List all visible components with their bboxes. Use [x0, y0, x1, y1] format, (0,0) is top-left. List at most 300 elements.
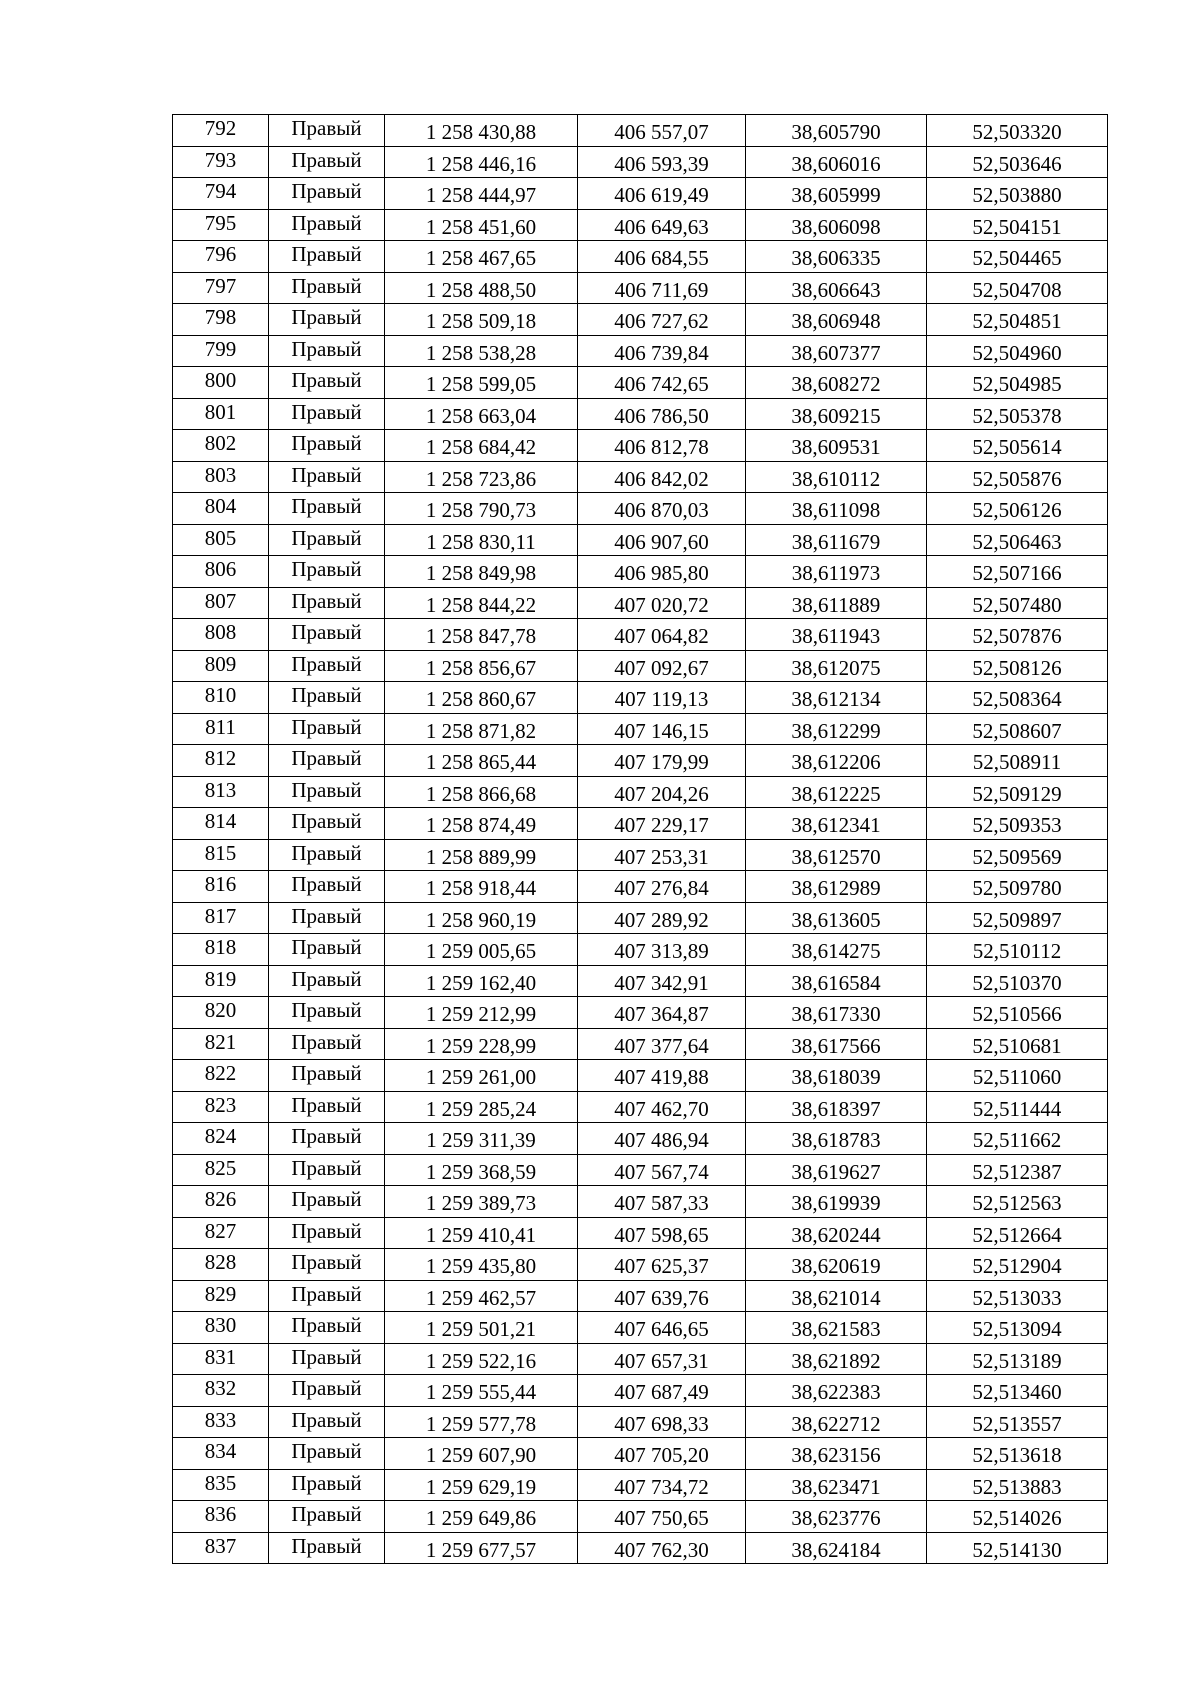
- point-number-cell: [173, 745, 269, 777]
- cell-text: 38,612299: [791, 718, 881, 743]
- longitude-cell: [746, 1280, 927, 1312]
- cell-text: 38,606098: [791, 214, 881, 239]
- bank-side-cell: [269, 997, 385, 1029]
- y-coordinate-cell: [578, 1438, 746, 1470]
- cell-text: 407 064,82: [614, 624, 709, 649]
- x-coordinate-cell: [385, 367, 578, 399]
- cell-text: 406 985,80: [614, 561, 709, 586]
- y-coordinate-cell: [578, 146, 746, 178]
- cell-text: 38,610112: [791, 466, 881, 491]
- y-coordinate-cell: [578, 178, 746, 210]
- cell-text: Правый: [291, 1124, 362, 1149]
- cell-text: 52,513618: [972, 1443, 1062, 1468]
- cell-text: 407 639,76: [614, 1285, 709, 1310]
- x-coordinate-cell: [385, 1123, 578, 1155]
- x-coordinate-cell: [385, 398, 578, 430]
- cell-text: 1 259 261,00: [425, 1065, 537, 1090]
- cell-text: 406 557,07: [614, 120, 709, 145]
- table-row: [173, 1217, 1108, 1249]
- bank-side-cell: [269, 1312, 385, 1344]
- x-coordinate-cell: [385, 1438, 578, 1470]
- cell-text: 817: [204, 903, 237, 928]
- cell-text: 52,513460: [972, 1380, 1062, 1405]
- bank-side-cell: [269, 1532, 385, 1564]
- cell-text: 407 313,89: [614, 939, 709, 964]
- table-row: [173, 902, 1108, 934]
- cell-text: 804: [204, 494, 237, 519]
- y-coordinate-cell: [578, 398, 746, 430]
- cell-text: 38,611943: [791, 624, 881, 649]
- table-row: [173, 1312, 1108, 1344]
- bank-side-cell: [269, 650, 385, 682]
- y-coordinate-cell: [578, 1091, 746, 1123]
- cell-text: 407 253,31: [614, 844, 709, 869]
- cell-text: 407 342,91: [614, 970, 709, 995]
- cell-text: 407 705,20: [614, 1443, 709, 1468]
- cell-text: 1 258 871,82: [425, 718, 537, 743]
- cell-text: 794: [204, 179, 237, 204]
- point-number-cell: [173, 178, 269, 210]
- cell-text: 38,616584: [791, 970, 881, 995]
- y-coordinate-cell: [578, 650, 746, 682]
- y-coordinate-cell: [578, 1217, 746, 1249]
- x-coordinate-cell: [385, 808, 578, 840]
- point-number-cell: [173, 808, 269, 840]
- cell-text: Правый: [291, 840, 362, 865]
- latitude-cell: [927, 1438, 1108, 1470]
- cell-text: Правый: [291, 935, 362, 960]
- longitude-cell: [746, 367, 927, 399]
- longitude-cell: [746, 587, 927, 619]
- cell-text: 1 258 856,67: [425, 655, 537, 680]
- y-coordinate-cell: [578, 902, 746, 934]
- x-coordinate-cell: [385, 524, 578, 556]
- table-row: [173, 1091, 1108, 1123]
- y-coordinate-cell: [578, 115, 746, 147]
- y-coordinate-cell: [578, 304, 746, 336]
- cell-text: 803: [204, 462, 237, 487]
- table-row: [173, 997, 1108, 1029]
- cell-text: 407 698,33: [614, 1411, 709, 1436]
- cell-text: 807: [204, 588, 237, 613]
- table-row: [173, 1123, 1108, 1155]
- longitude-cell: [746, 1501, 927, 1533]
- longitude-cell: [746, 272, 927, 304]
- cell-text: 38,609531: [791, 435, 881, 460]
- longitude-cell: [746, 1091, 927, 1123]
- point-number-cell: [173, 1406, 269, 1438]
- latitude-cell: [927, 965, 1108, 997]
- longitude-cell: [746, 556, 927, 588]
- y-coordinate-cell: [578, 1406, 746, 1438]
- cell-text: 407 567,74: [614, 1159, 709, 1184]
- latitude-cell: [927, 209, 1108, 241]
- cell-text: Правый: [291, 714, 362, 739]
- cell-text: Правый: [291, 147, 362, 172]
- cell-text: 52,503320: [972, 120, 1062, 145]
- point-number-cell: [173, 965, 269, 997]
- y-coordinate-cell: [578, 556, 746, 588]
- cell-text: 52,512387: [972, 1159, 1062, 1184]
- x-coordinate-cell: [385, 146, 578, 178]
- longitude-cell: [746, 115, 927, 147]
- cell-text: 52,511444: [972, 1096, 1062, 1121]
- cell-text: Правый: [291, 494, 362, 519]
- cell-text: 407 204,26: [614, 781, 709, 806]
- cell-text: 38,611098: [791, 498, 881, 523]
- cell-text: 1 259 462,57: [425, 1285, 537, 1310]
- point-number-cell: [173, 839, 269, 871]
- cell-text: Правый: [291, 620, 362, 645]
- y-coordinate-cell: [578, 1060, 746, 1092]
- x-coordinate-cell: [385, 902, 578, 934]
- bank-side-cell: [269, 1501, 385, 1533]
- cell-text: 1 259 577,78: [425, 1411, 537, 1436]
- cell-text: 52,504708: [972, 277, 1062, 302]
- cell-text: 52,512664: [972, 1222, 1062, 1247]
- x-coordinate-cell: [385, 493, 578, 525]
- point-number-cell: [173, 1217, 269, 1249]
- point-number-cell: [173, 461, 269, 493]
- longitude-cell: [746, 1469, 927, 1501]
- latitude-cell: [927, 304, 1108, 336]
- table-row: [173, 776, 1108, 808]
- cell-text: Правый: [291, 242, 362, 267]
- longitude-cell: [746, 713, 927, 745]
- point-number-cell: [173, 776, 269, 808]
- cell-text: 816: [204, 872, 237, 897]
- cell-text: 1 258 446,16: [425, 151, 537, 176]
- cell-text: Правый: [291, 305, 362, 330]
- cell-text: 38,619627: [791, 1159, 881, 1184]
- point-number-cell: [173, 1123, 269, 1155]
- cell-text: 52,513557: [972, 1411, 1062, 1436]
- cell-text: 815: [204, 840, 237, 865]
- x-coordinate-cell: [385, 115, 578, 147]
- longitude-cell: [746, 1532, 927, 1564]
- point-number-cell: [173, 241, 269, 273]
- cell-text: 38,622712: [791, 1411, 881, 1436]
- cell-text: 52,507876: [972, 624, 1062, 649]
- cell-text: 1 258 918,44: [425, 876, 537, 901]
- x-coordinate-cell: [385, 1249, 578, 1281]
- bank-side-cell: [269, 1249, 385, 1281]
- cell-text: 406 727,62: [614, 309, 709, 334]
- cell-text: 52,510112: [972, 939, 1062, 964]
- cell-text: 407 419,88: [614, 1065, 709, 1090]
- cell-text: 821: [204, 1029, 237, 1054]
- longitude-cell: [746, 1217, 927, 1249]
- cell-text: 52,509569: [972, 844, 1062, 869]
- latitude-cell: [927, 493, 1108, 525]
- cell-text: 1 258 599,05: [425, 372, 537, 397]
- table-row: [173, 587, 1108, 619]
- cell-text: Правый: [291, 210, 362, 235]
- cell-text: 1 258 847,78: [425, 624, 537, 649]
- point-number-cell: [173, 1501, 269, 1533]
- longitude-cell: [746, 398, 927, 430]
- cell-text: 52,505378: [972, 403, 1062, 428]
- point-number-cell: [173, 115, 269, 147]
- longitude-cell: [746, 965, 927, 997]
- y-coordinate-cell: [578, 713, 746, 745]
- bank-side-cell: [269, 682, 385, 714]
- latitude-cell: [927, 902, 1108, 934]
- cell-text: 793: [204, 147, 237, 172]
- cell-text: 38,605999: [791, 183, 881, 208]
- latitude-cell: [927, 1186, 1108, 1218]
- cell-text: 834: [204, 1439, 237, 1464]
- x-coordinate-cell: [385, 1501, 578, 1533]
- y-coordinate-cell: [578, 1501, 746, 1533]
- latitude-cell: [927, 745, 1108, 777]
- x-coordinate-cell: [385, 776, 578, 808]
- bank-side-cell: [269, 1154, 385, 1186]
- longitude-cell: [746, 524, 927, 556]
- longitude-cell: [746, 839, 927, 871]
- bank-side-cell: [269, 1123, 385, 1155]
- bank-side-cell: [269, 304, 385, 336]
- table-row: [173, 650, 1108, 682]
- cell-text: 805: [204, 525, 237, 550]
- cell-text: 52,504465: [972, 246, 1062, 271]
- bank-side-cell: [269, 367, 385, 399]
- cell-text: 792: [204, 116, 237, 141]
- cell-text: Правый: [291, 1470, 362, 1495]
- cell-text: 38,617330: [791, 1002, 881, 1027]
- cell-text: Правый: [291, 1376, 362, 1401]
- latitude-cell: [927, 934, 1108, 966]
- table-row: [173, 146, 1108, 178]
- y-coordinate-cell: [578, 871, 746, 903]
- cell-text: 407 179,99: [614, 750, 709, 775]
- cell-text: 407 587,33: [614, 1191, 709, 1216]
- cell-text: 1 258 866,68: [425, 781, 537, 806]
- cell-text: 812: [204, 746, 237, 771]
- table-row: [173, 1186, 1108, 1218]
- cell-text: Правый: [291, 525, 362, 550]
- cell-text: Правый: [291, 651, 362, 676]
- cell-text: 809: [204, 651, 237, 676]
- point-number-cell: [173, 650, 269, 682]
- latitude-cell: [927, 398, 1108, 430]
- cell-text: Правый: [291, 1187, 362, 1212]
- longitude-cell: [746, 493, 927, 525]
- table-row: [173, 1375, 1108, 1407]
- table-row: [173, 556, 1108, 588]
- cell-text: Правый: [291, 1344, 362, 1369]
- cell-text: 825: [204, 1155, 237, 1180]
- cell-text: 38,611973: [791, 561, 881, 586]
- point-number-cell: [173, 1469, 269, 1501]
- cell-text: 38,612225: [791, 781, 881, 806]
- bank-side-cell: [269, 619, 385, 651]
- latitude-cell: [927, 871, 1108, 903]
- longitude-cell: [746, 997, 927, 1029]
- x-coordinate-cell: [385, 335, 578, 367]
- coordinates-table-body: [173, 115, 1108, 1564]
- table-row: [173, 934, 1108, 966]
- cell-text: 52,510566: [972, 1002, 1062, 1027]
- cell-text: 38,623776: [791, 1506, 881, 1531]
- cell-text: Правый: [291, 809, 362, 834]
- cell-text: 1 259 389,73: [425, 1191, 537, 1216]
- cell-text: Правый: [291, 872, 362, 897]
- y-coordinate-cell: [578, 1375, 746, 1407]
- x-coordinate-cell: [385, 713, 578, 745]
- bank-side-cell: [269, 115, 385, 147]
- point-number-cell: [173, 587, 269, 619]
- cell-text: Правый: [291, 1155, 362, 1180]
- bank-side-cell: [269, 398, 385, 430]
- latitude-cell: [927, 556, 1108, 588]
- y-coordinate-cell: [578, 493, 746, 525]
- cell-text: 1 258 849,98: [425, 561, 537, 586]
- y-coordinate-cell: [578, 1343, 746, 1375]
- cell-text: Правый: [291, 1407, 362, 1432]
- cell-text: 820: [204, 998, 237, 1023]
- longitude-cell: [746, 1060, 927, 1092]
- cell-text: 407 462,70: [614, 1096, 709, 1121]
- cell-text: 52,508911: [972, 750, 1062, 775]
- x-coordinate-cell: [385, 1375, 578, 1407]
- latitude-cell: [927, 650, 1108, 682]
- cell-text: 1 258 684,42: [425, 435, 537, 460]
- y-coordinate-cell: [578, 997, 746, 1029]
- cell-text: 1 259 629,19: [425, 1474, 537, 1499]
- cell-text: 52,509129: [972, 781, 1062, 806]
- cell-text: 801: [204, 399, 237, 424]
- cell-text: 38,618397: [791, 1096, 881, 1121]
- cell-text: 1 258 538,28: [425, 340, 537, 365]
- x-coordinate-cell: [385, 1028, 578, 1060]
- cell-text: 52,508364: [972, 687, 1062, 712]
- cell-text: 1 259 228,99: [425, 1033, 537, 1058]
- table-row: [173, 178, 1108, 210]
- point-number-cell: [173, 902, 269, 934]
- cell-text: 52,504960: [972, 340, 1062, 365]
- y-coordinate-cell: [578, 272, 746, 304]
- y-coordinate-cell: [578, 587, 746, 619]
- point-number-cell: [173, 146, 269, 178]
- latitude-cell: [927, 115, 1108, 147]
- point-number-cell: [173, 272, 269, 304]
- bank-side-cell: [269, 209, 385, 241]
- cell-text: 1 258 723,86: [425, 466, 537, 491]
- cell-text: 407 276,84: [614, 876, 709, 901]
- latitude-cell: [927, 1343, 1108, 1375]
- longitude-cell: [746, 209, 927, 241]
- point-number-cell: [173, 1154, 269, 1186]
- table-row: [173, 241, 1108, 273]
- y-coordinate-cell: [578, 619, 746, 651]
- x-coordinate-cell: [385, 1280, 578, 1312]
- cell-text: 407 119,13: [614, 687, 709, 712]
- table-row: [173, 1249, 1108, 1281]
- bank-side-cell: [269, 1217, 385, 1249]
- y-coordinate-cell: [578, 1249, 746, 1281]
- latitude-cell: [927, 1091, 1108, 1123]
- x-coordinate-cell: [385, 587, 578, 619]
- y-coordinate-cell: [578, 367, 746, 399]
- longitude-cell: [746, 745, 927, 777]
- cell-text: 806: [204, 557, 237, 582]
- x-coordinate-cell: [385, 871, 578, 903]
- bank-side-cell: [269, 241, 385, 273]
- longitude-cell: [746, 1343, 927, 1375]
- cell-text: 406 812,78: [614, 435, 709, 460]
- table-row: [173, 682, 1108, 714]
- latitude-cell: [927, 1375, 1108, 1407]
- x-coordinate-cell: [385, 461, 578, 493]
- cell-text: 1 258 889,99: [425, 844, 537, 869]
- cell-text: 1 258 960,19: [425, 907, 537, 932]
- cell-text: Правый: [291, 998, 362, 1023]
- point-number-cell: [173, 713, 269, 745]
- cell-text: 38,611889: [791, 592, 881, 617]
- table-row: [173, 839, 1108, 871]
- bank-side-cell: [269, 1280, 385, 1312]
- cell-text: 1 258 830,11: [426, 529, 536, 554]
- y-coordinate-cell: [578, 241, 746, 273]
- cell-text: 38,607377: [791, 340, 881, 365]
- longitude-cell: [746, 1312, 927, 1344]
- cell-text: 1 258 444,97: [425, 183, 537, 208]
- cell-text: 802: [204, 431, 237, 456]
- cell-text: 52,511060: [972, 1065, 1062, 1090]
- cell-text: 52,503880: [972, 183, 1062, 208]
- cell-text: Правый: [291, 1218, 362, 1243]
- bank-side-cell: [269, 524, 385, 556]
- cell-text: 38,612341: [791, 813, 881, 838]
- cell-text: 800: [204, 368, 237, 393]
- y-coordinate-cell: [578, 524, 746, 556]
- cell-text: 1 258 844,22: [425, 592, 537, 617]
- cell-text: 796: [204, 242, 237, 267]
- cell-text: 799: [204, 336, 237, 361]
- cell-text: 38,606948: [791, 309, 881, 334]
- longitude-cell: [746, 1186, 927, 1218]
- bank-side-cell: [269, 1469, 385, 1501]
- bank-side-cell: [269, 461, 385, 493]
- cell-text: 835: [204, 1470, 237, 1495]
- x-coordinate-cell: [385, 1060, 578, 1092]
- cell-text: 822: [204, 1061, 237, 1086]
- cell-text: 407 598,65: [614, 1222, 709, 1247]
- latitude-cell: [927, 1123, 1108, 1155]
- cell-text: 406 907,60: [614, 529, 709, 554]
- table-row: [173, 1406, 1108, 1438]
- cell-text: 52,505614: [972, 435, 1062, 460]
- cell-text: 823: [204, 1092, 237, 1117]
- bank-side-cell: [269, 178, 385, 210]
- cell-text: Правый: [291, 903, 362, 928]
- point-number-cell: [173, 1028, 269, 1060]
- cell-text: 1 258 874,49: [425, 813, 537, 838]
- x-coordinate-cell: [385, 965, 578, 997]
- longitude-cell: [746, 241, 927, 273]
- cell-text: 819: [204, 966, 237, 991]
- cell-text: 406 786,50: [614, 403, 709, 428]
- x-coordinate-cell: [385, 1343, 578, 1375]
- cell-text: 814: [204, 809, 237, 834]
- cell-text: 1 259 410,41: [425, 1222, 537, 1247]
- longitude-cell: [746, 304, 927, 336]
- point-number-cell: [173, 556, 269, 588]
- table-row: [173, 1343, 1108, 1375]
- cell-text: 407 486,94: [614, 1128, 709, 1153]
- point-number-cell: [173, 367, 269, 399]
